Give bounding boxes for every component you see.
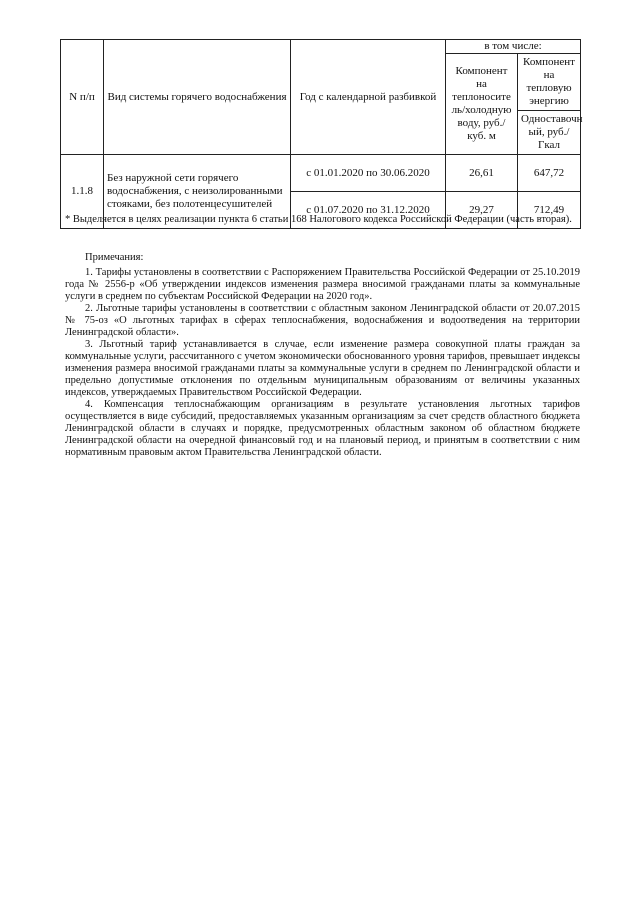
header-including: в том числе:: [446, 40, 581, 54]
header-num: N п/п: [61, 40, 104, 155]
row-period: с 01.07.2020 по 31.12.2020: [291, 192, 446, 229]
row-energy-value: 647,72: [518, 155, 581, 192]
row-energy-value: 712,49: [518, 192, 581, 229]
notes-section: [65, 252, 580, 459]
notes-heading: Примечания:: [85, 252, 144, 263]
header-system-type: Вид системы горячего водоснабжения: [104, 40, 291, 155]
row-carrier-value: 26,61: [446, 155, 518, 192]
footnote: * Выделяется в целях реализации пункта 6 статьи 168 Налогового кодекса Российской Федерации (часть вторая).: [65, 214, 572, 225]
row-num: 1.1.8: [61, 155, 104, 229]
header-component-energy: Компонент на тепловую энергию: [518, 54, 581, 111]
note-item: 1. Тарифы установлены в соответствии с Распоряжением Правительства Российской Федерации от 25.10.2019 года № 2556-р «Об утверждении индексов изменения размера вносимой гражданами платы за коммунальные услуги в среднем по субъектам Российской Федерации на 2020 год».: [65, 267, 580, 302]
row-period: с 01.01.2020 по 30.06.2020: [291, 155, 446, 192]
tariff-table: [60, 39, 581, 229]
note-item: 2. Льготные тарифы установлены в соответствии с областным законом Ленинградской области от 20.07.2015 № 75-оз «О льготных тарифах в сферах теплоснабжения, водоснабжения и водоотведения на территории Ленинградской области».: [65, 303, 580, 338]
row-system-type: Без наружной сети горячего водоснабжения, с неизолированными стояками, без полотенцесушителей: [104, 155, 291, 229]
header-period: Год с календарной разбивкой: [291, 40, 446, 155]
header-component-carrier: Компонент на теплоносите ль/холодную воду, руб./куб. м: [446, 54, 518, 155]
note-item: 4. Компенсация теплоснабжающим организациям в результате установления льготных тарифов осуществляется в виде субсидий, предоставляемых указанным организациям за счет средств областного бюджета Ленинградской области в случаях и порядке, предусмотренных областным законом об областном бюджете Ленинградской области на очередной финансовый год и на плановый период, и принятым в соответствии с ним нормативным правовым актом Правительства Ленинградской области.: [65, 399, 580, 458]
header-single-rate: Одноставочн ый, руб./Гкал: [518, 111, 581, 155]
row-carrier-value: 29,27: [446, 192, 518, 229]
note-item: 3. Льготный тариф устанавливается в случае, если изменение размера совокупной платы граждан за коммунальные услуги, рассчитанного с учетом экономически обоснованного уровня тарифов, превышает индексы изменения размера вносимой гражданами платы за коммунальные услуги в среднем по Ленинградской области и предельно допустимые отклонения по отдельным муниципальным образованиям от величины указанных индексов, утверждаемых Правительством Российской Федерации.: [65, 339, 580, 398]
